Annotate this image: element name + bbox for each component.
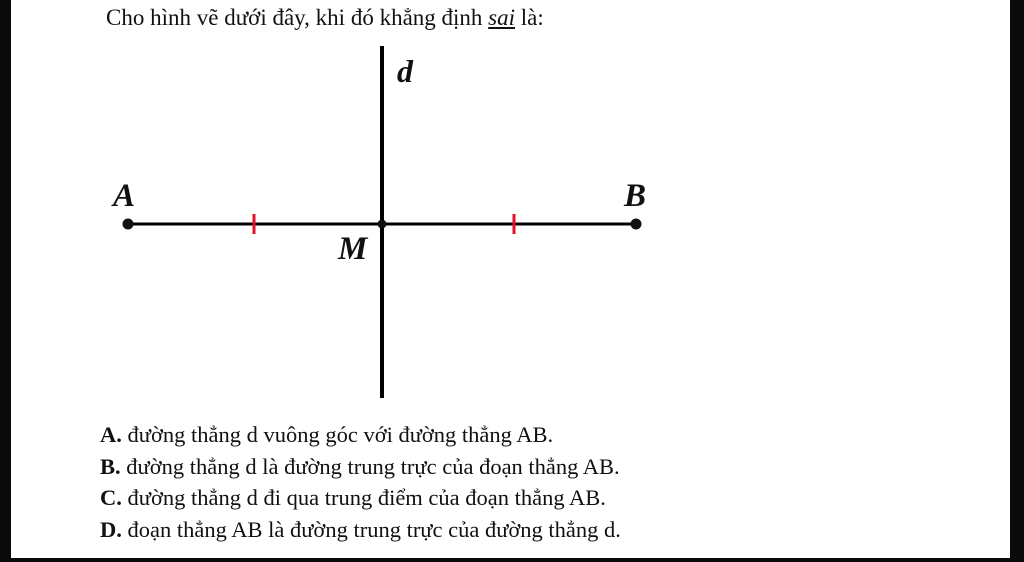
option-letter: B. bbox=[100, 453, 121, 479]
option-a bbox=[100, 419, 621, 451]
question-suffix: là: bbox=[515, 5, 544, 30]
label-a: A bbox=[113, 178, 136, 214]
point-m bbox=[378, 220, 387, 229]
question-prefix: Cho hình vẽ dưới đây, khi đó khẳng định bbox=[106, 5, 489, 30]
option-d bbox=[100, 514, 621, 546]
label-b: B bbox=[624, 178, 647, 214]
option-letter: D. bbox=[100, 516, 122, 542]
option-c bbox=[100, 482, 621, 514]
option-text: đường thẳng d vuông góc với đường thẳng AB. bbox=[121, 422, 554, 447]
option-b bbox=[100, 451, 621, 483]
option-letter: C. bbox=[100, 485, 122, 510]
point-a bbox=[123, 219, 134, 230]
answer-options bbox=[100, 419, 621, 545]
option-text: đường thẳng d là đường trung trực của đoạn thẳng AB. bbox=[120, 453, 620, 479]
option-text: đường thẳng d đi qua trung điểm của đoạn thẳng AB. bbox=[121, 485, 606, 510]
option-text: đoạn thẳng AB là đường trung trực của đường thẳng d. bbox=[121, 516, 621, 542]
label-m: M bbox=[338, 231, 368, 267]
label-d: d bbox=[397, 53, 413, 89]
point-b bbox=[631, 219, 642, 230]
question-emphasis: sai bbox=[488, 5, 516, 30]
option-letter: A. bbox=[100, 422, 122, 447]
bottom-frame-bar bbox=[0, 558, 1024, 562]
